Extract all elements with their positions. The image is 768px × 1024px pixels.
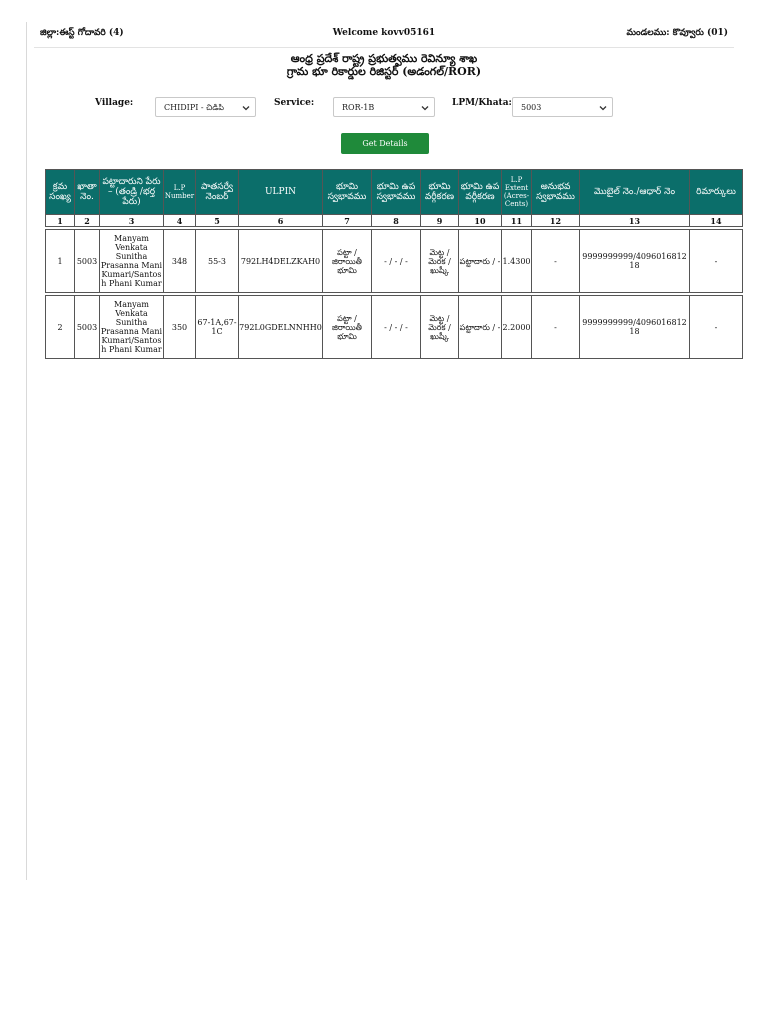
cell-old-survey: 67-1A,67-1C [196, 296, 239, 359]
mandal-label: మండలము: కొవ్వూరు (01) [626, 28, 728, 38]
cell-khata: 5003 [75, 230, 100, 293]
page-title: ఆంధ్ర ప్రదేశ్ రాష్ట్ర ప్రభుత్వము రెవిన్యూ శాఖ [290, 52, 478, 65]
col-header-sl: క్రమ సంఖ్య [46, 170, 75, 215]
col-header-khata: ఖాతా నెం. [75, 170, 100, 215]
col-header-lp-extent: L.P Extent (Acres-Cents) [502, 170, 532, 215]
cell-lp-extent: 1.4300 [502, 230, 532, 293]
col-header-enjoyment: అనుభవ స్వభావము [532, 170, 580, 215]
col-number: 4 [164, 215, 196, 227]
col-header-land-nature: భూమి స్వభావము [323, 170, 372, 215]
col-header-old-survey: పాతసర్వే నెంబర్ [196, 170, 239, 215]
col-number: 9 [421, 215, 459, 227]
chevron-down-icon [242, 104, 250, 112]
top-bar [40, 28, 728, 44]
col-number: 14 [690, 215, 743, 227]
cell-ulpin: 792L0GDELNNHH0 [239, 296, 323, 359]
khata-select[interactable] [512, 97, 613, 117]
col-number: 12 [532, 215, 580, 227]
get-details-button[interactable]: Get Details [341, 133, 429, 154]
col-header-land-class: భూమి వర్గీకరణ [421, 170, 459, 215]
welcome-text: Welcome kovv05161 [332, 28, 436, 38]
table-row [46, 296, 743, 359]
chevron-down-icon [421, 104, 429, 112]
cell-khata: 5003 [75, 296, 100, 359]
cell-sl: 2 [46, 296, 75, 359]
col-number: 3 [100, 215, 164, 227]
col-number: 5 [196, 215, 239, 227]
cell-land-nature: పట్టా / జిరాయితీ భూమి [323, 230, 372, 293]
cell-lp-number: 350 [164, 296, 196, 359]
table-row [46, 230, 743, 293]
col-header-land-subnature: భూమి ఉప స్వభావము [372, 170, 421, 215]
khata-select-value: 5003 [521, 103, 542, 112]
cell-lp-extent: 2.2000 [502, 296, 532, 359]
cell-enjoyment: - [532, 296, 580, 359]
col-header-land-subclass: భూమి ఉప వర్గీకరణ [459, 170, 502, 215]
village-label: Village: [95, 98, 134, 108]
col-number: 7 [323, 215, 372, 227]
col-number: 1 [46, 215, 75, 227]
service-select[interactable] [333, 97, 435, 117]
col-number: 2 [75, 215, 100, 227]
cell-sl: 1 [46, 230, 75, 293]
cell-land-subnature: - / - / - [372, 230, 421, 293]
header-divider [34, 47, 734, 48]
col-number: 8 [372, 215, 421, 227]
cell-lp-number: 348 [164, 230, 196, 293]
cell-land-subnature: - / - / - [372, 296, 421, 359]
col-header-mobile-aadhaar: మొబైల్ నెం./ఆధార్ నెం [580, 170, 690, 215]
ror-table [45, 169, 743, 359]
col-number: 13 [580, 215, 690, 227]
cell-land-subclass: పట్టాదారు / - [459, 296, 502, 359]
cell-remarks: - [690, 296, 743, 359]
village-select[interactable] [155, 97, 256, 117]
village-select-value: CHIDIPI - చిడిపి [164, 103, 224, 112]
district-label: జిల్లా:ఈస్ట్ గోదావరి (4) [40, 28, 124, 38]
service-label: Service: [274, 98, 315, 108]
cell-mobile-aadhaar: 9999999999/409601681218 [580, 230, 690, 293]
service-select-value: ROR-1B [342, 103, 375, 112]
cell-pattadar: Manyam Venkata Sunitha Prasanna Mani Kumari/Santosh Phani Kumar [100, 230, 164, 293]
col-number: 11 [502, 215, 532, 227]
col-number: 6 [239, 215, 323, 227]
cell-remarks: - [690, 230, 743, 293]
cell-old-survey: 55-3 [196, 230, 239, 293]
page-subtitle: గ్రామ భూ రికార్డుల రిజిస్టర్ (అడంగల్/ROR) [286, 65, 482, 78]
col-header-remarks: రిమార్కులు [690, 170, 743, 215]
col-header-lp-number: L.P Number [164, 170, 196, 215]
cell-pattadar: Manyam Venkata Sunitha Prasanna Mani Kumari/Santosh Phani Kumar [100, 296, 164, 359]
col-header-pattadar: పట్టాదారుని పేరు – (తండ్రి /భర్త పేరు) [100, 170, 164, 215]
cell-mobile-aadhaar: 9999999999/409601681218 [580, 296, 690, 359]
cell-enjoyment: - [532, 230, 580, 293]
chevron-down-icon [599, 104, 607, 112]
col-number: 10 [459, 215, 502, 227]
col-header-ulpin: ULPIN [239, 170, 323, 215]
cell-ulpin: 792LH4DELZKAH0 [239, 230, 323, 293]
cell-land-class: మెట్ట / మెరక / ఖుష్కీ [421, 296, 459, 359]
cell-land-subclass: పట్టాదారు / - [459, 230, 502, 293]
cell-land-nature: పట్టా / జిరాయితీ భూమి [323, 296, 372, 359]
cell-land-class: మెట్ట / మెరక / ఖుష్కీ [421, 230, 459, 293]
khata-label: LPM/Khata: [452, 98, 512, 108]
